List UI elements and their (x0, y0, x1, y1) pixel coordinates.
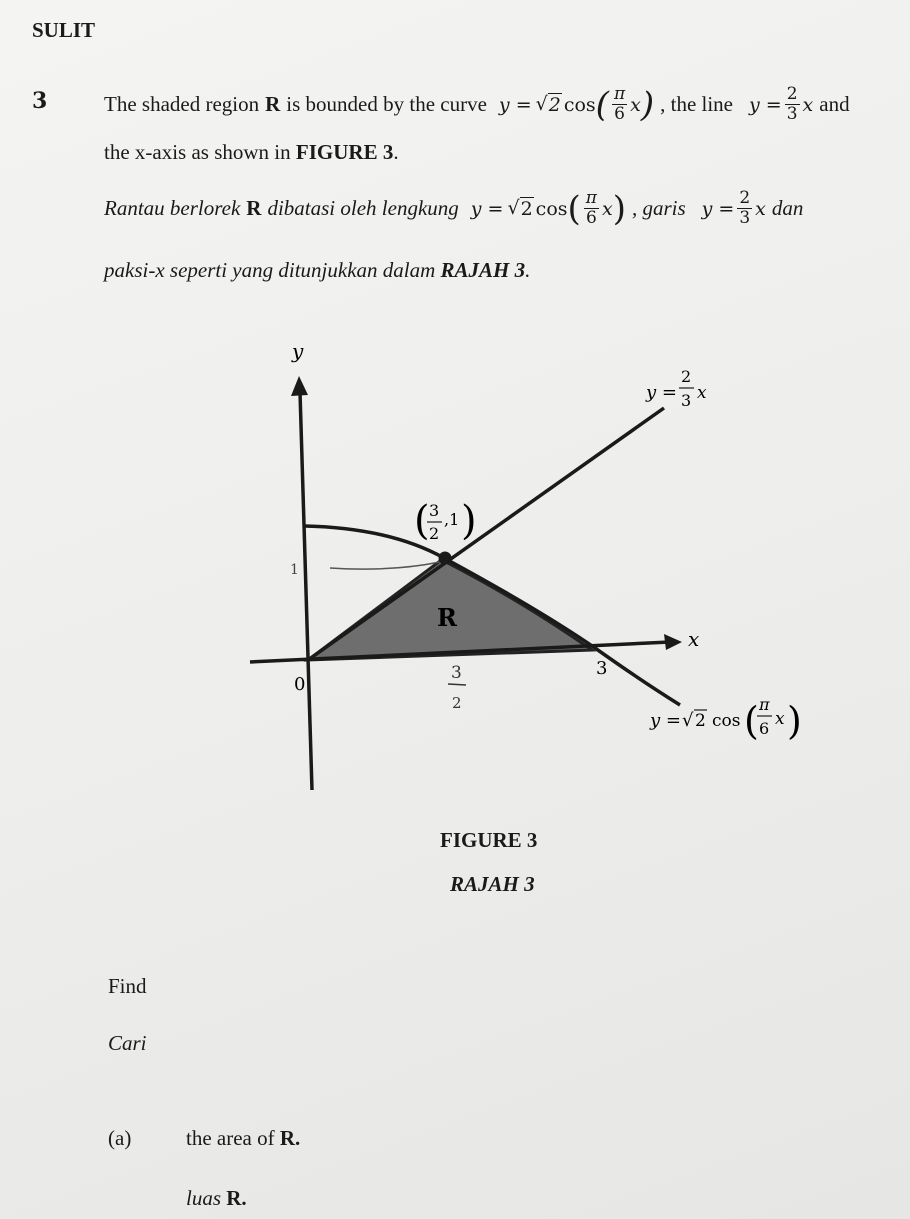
curve-label-paren-open: ( (744, 699, 759, 743)
text-segment: and (819, 92, 850, 116)
point-x-num: 3 (429, 501, 440, 520)
curve-label-lhs: y = (650, 710, 681, 731)
cos-fn: cos (563, 93, 596, 116)
hand-num: 3 (451, 663, 462, 683)
curve-equation-label (649, 695, 802, 743)
paren-open: ( (567, 188, 581, 229)
eq-lhs: y = (498, 93, 532, 116)
x-axis-label: x (688, 627, 700, 651)
text-segment: the x-axis as shown in (104, 140, 291, 164)
page-header: SULIT (32, 18, 96, 42)
frac-num: π (585, 188, 597, 208)
paren-open: ( (414, 498, 430, 544)
line-label-num: 2 (681, 367, 692, 386)
tick-label-x3: 3 (596, 658, 608, 679)
line-label-den: 3 (681, 391, 692, 410)
paren-close: ) (461, 498, 477, 544)
region-ref: R (246, 196, 262, 220)
frac-num: π (613, 84, 626, 104)
part-a-label: (a) (108, 1126, 132, 1150)
region-label: R (437, 603, 457, 632)
figure-caption-en: FIGURE 3 (440, 828, 538, 852)
var-x: x (630, 93, 641, 116)
handwritten-note (448, 663, 466, 712)
y-axis-arrow-icon (291, 376, 308, 396)
origin-label: 0 (294, 674, 306, 695)
region-ref: R. (226, 1186, 247, 1210)
text-segment: dibatasi oleh lengkung (267, 196, 459, 220)
eq-lhs: y = (470, 197, 504, 220)
curve-label-cos: cos (712, 711, 741, 731)
radicand: 2 (548, 94, 561, 116)
curve-label-sqrt: √ (682, 710, 694, 731)
part-a-text-ms (186, 1186, 247, 1211)
guide-line-y1 (330, 562, 440, 569)
curve-label-x: x (775, 709, 785, 729)
find-label-en: Find (108, 974, 147, 998)
point-y: ,1 (444, 510, 460, 529)
text-segment: dan (771, 196, 804, 220)
sqrt-two: √ 2 (507, 197, 533, 220)
text-segment: is bounded by the curve (286, 92, 487, 116)
curve-label-pi: π (759, 695, 770, 714)
y-axis (300, 392, 312, 790)
eq-lhs: y = (701, 197, 735, 220)
figure-ref: FIGURE 3 (295, 140, 394, 164)
figure-ref: RAJAH 3 (440, 258, 526, 282)
point-x-den: 2 (429, 524, 440, 543)
paren-close: ) (640, 84, 655, 125)
frac-den: 6 (585, 208, 597, 228)
find-label-ms: Cari (108, 1031, 147, 1055)
line-label-lhs: y = (646, 382, 677, 403)
frac-num: 2 (739, 188, 751, 208)
figure-caption-ms: RAJAH 3 (450, 872, 535, 896)
text-segment: paksi-x seperti yang ditunjukkan dalam (104, 258, 436, 282)
text-segment: The shaded region (104, 92, 260, 116)
sqrt-two: √ 2 (535, 93, 561, 116)
curve-label-six: 6 (759, 719, 770, 738)
cos-fn: cos (535, 197, 568, 220)
y-axis-label: y (292, 339, 304, 363)
var-x: x (755, 197, 766, 220)
curve-label-radicand: 2 (695, 711, 706, 731)
paren-close: ) (612, 188, 626, 229)
question-number: 3 (32, 88, 48, 114)
line-label-x: x (697, 383, 707, 403)
hand-frac-bar (448, 684, 466, 685)
x-axis-arrow-icon (664, 634, 682, 650)
question-text-ms-line2: paksi-x seperti yang ditunjukkan dalam RAJAH 3. (104, 258, 531, 282)
question-text-en-line2: the x-axis as shown in FIGURE 3. (104, 140, 399, 164)
line-equation-label (645, 367, 707, 410)
region-ref: R. (279, 1126, 301, 1150)
text-segment: , garis (631, 196, 686, 220)
var-x: x (802, 93, 814, 116)
var-x: x (601, 197, 613, 220)
region-ref: R (265, 92, 281, 116)
frac-den: 3 (739, 208, 751, 228)
point-label (414, 498, 477, 544)
frac-num: 2 (786, 84, 798, 104)
text-segment: the area of (186, 1126, 275, 1150)
curve-label-paren-close: ) (787, 699, 802, 743)
tick-label-y1: 1 (290, 562, 299, 578)
text-segment: luas (186, 1186, 222, 1210)
part-a-text-en (186, 1126, 300, 1151)
hand-den: 2 (452, 694, 462, 712)
frac-den: 6 (614, 104, 625, 124)
text-segment: Rantau berlorek (104, 196, 241, 220)
frac-den: 3 (786, 104, 798, 124)
radicand: 2 (520, 198, 533, 220)
paren-open: ( (595, 84, 609, 125)
eq-lhs: y = (749, 93, 782, 116)
text-segment: , the line (660, 92, 734, 116)
intersection-point (439, 552, 452, 565)
